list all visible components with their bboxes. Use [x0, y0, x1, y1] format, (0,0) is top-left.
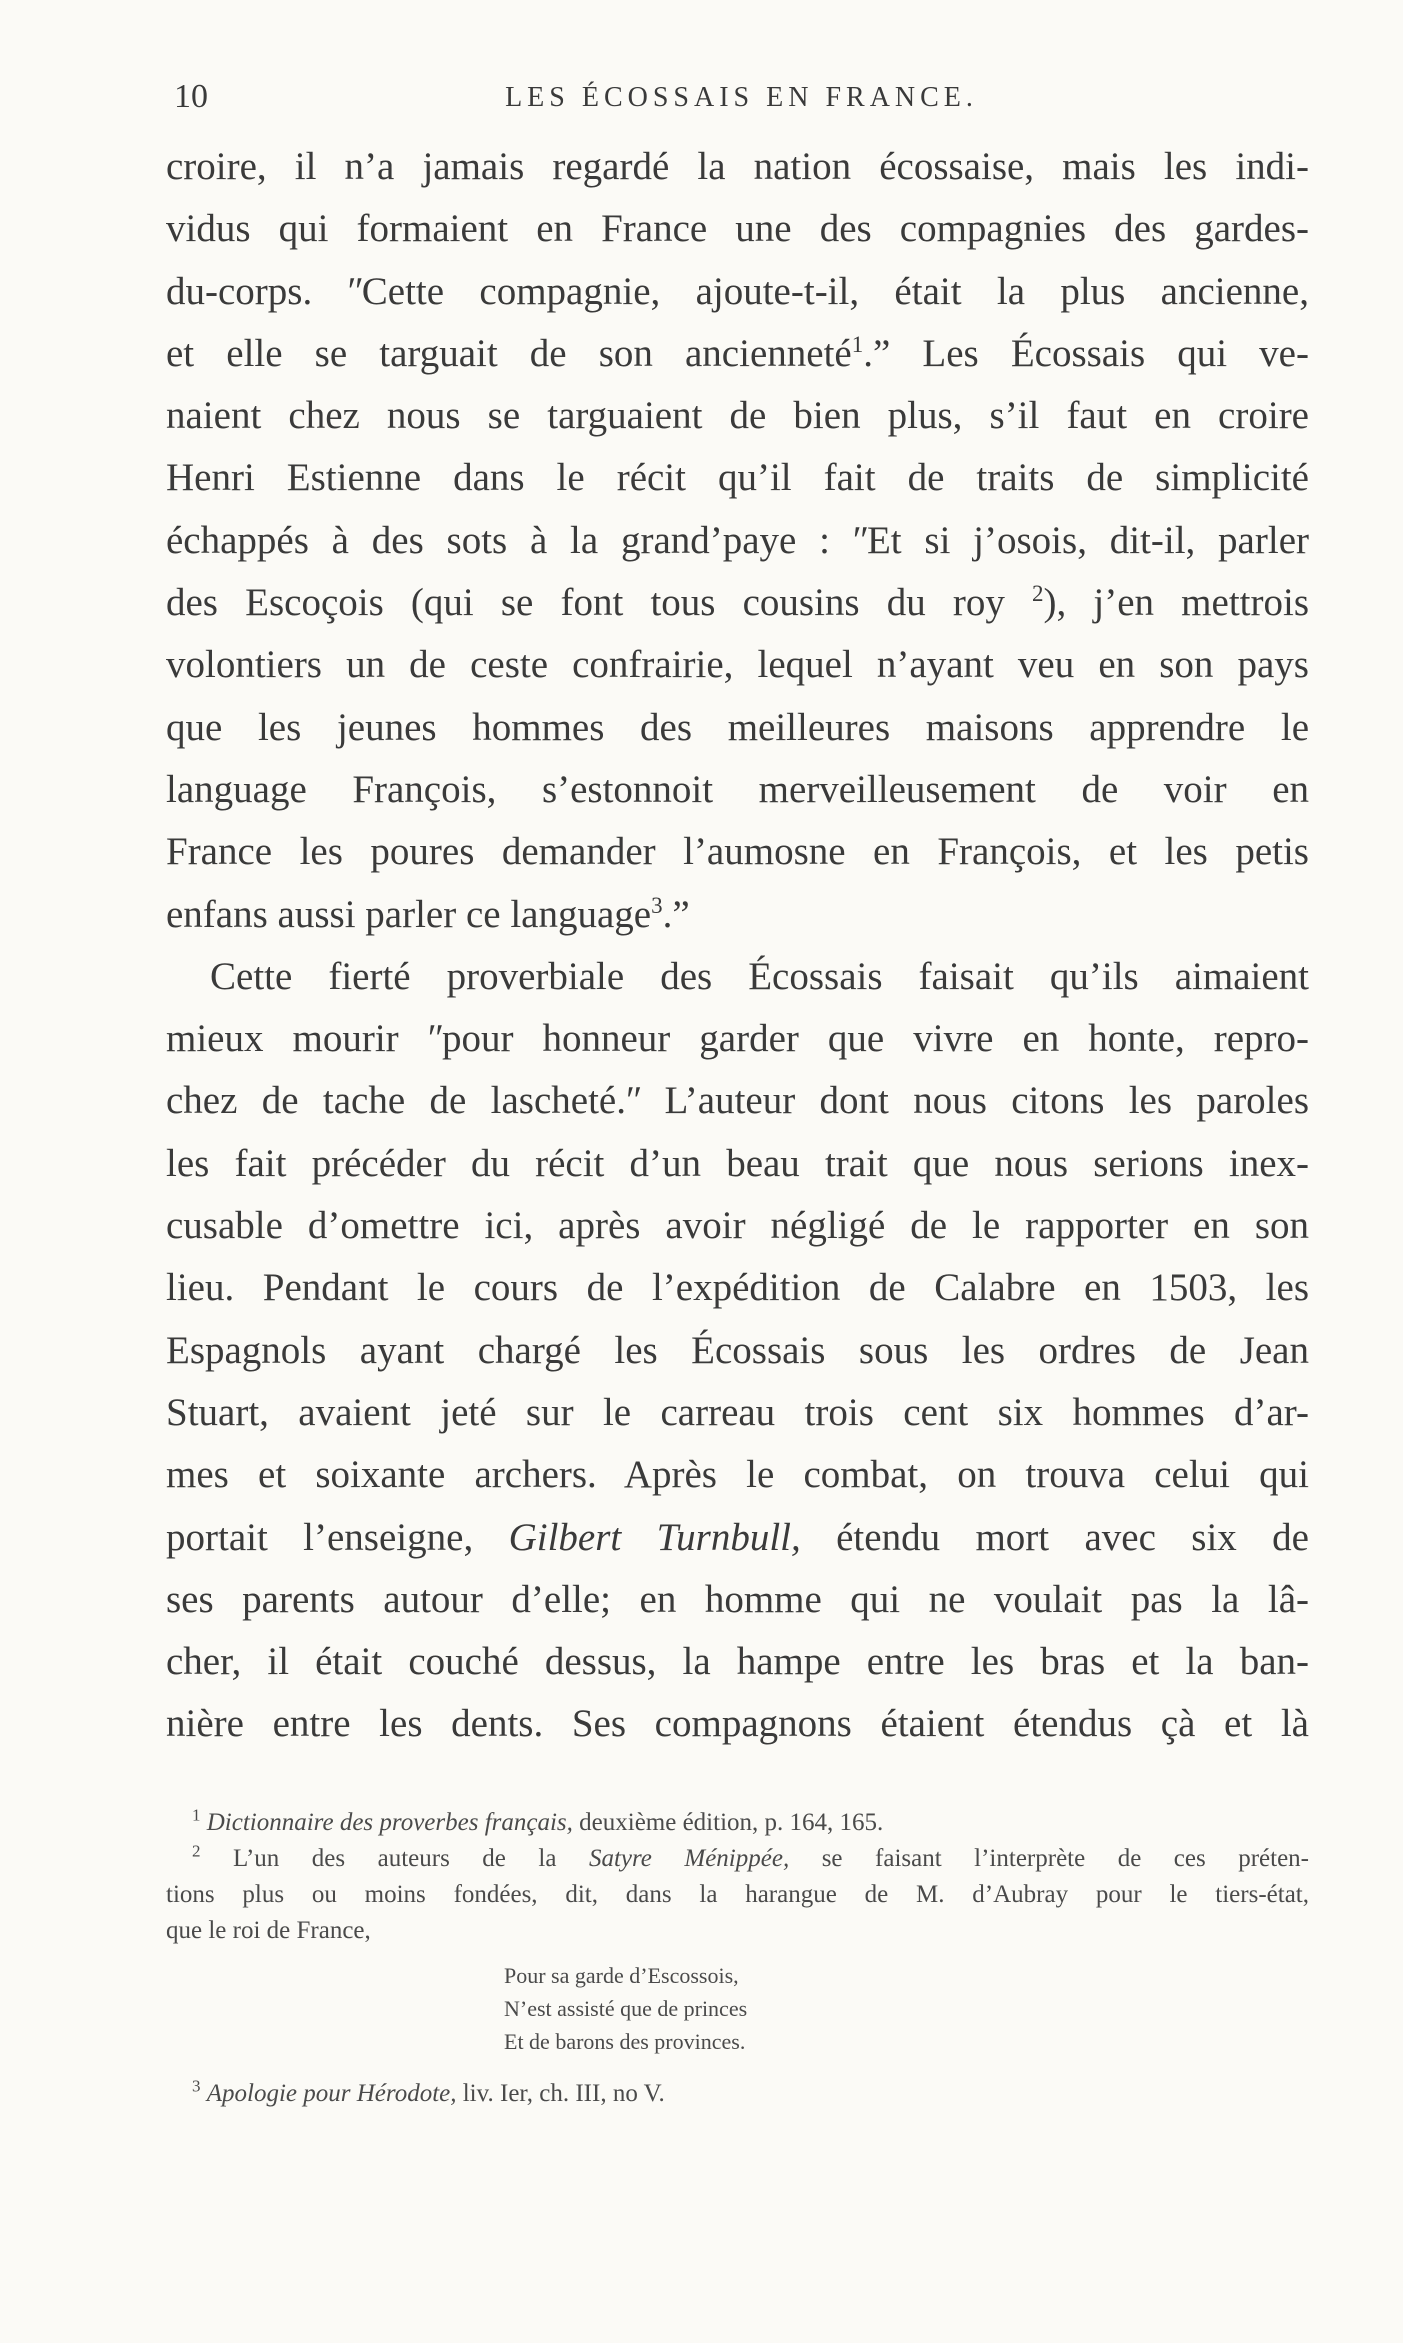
text-line: ses parents autour d’elle; en homme qui ne voulait pas la lâ- [166, 1577, 1309, 1621]
text-segment: portait l’enseigne, [166, 1515, 509, 1559]
text-line: cher, il était couché dessus, la hampe entre les bras et la ban- [166, 1640, 1309, 1684]
verse-quote [166, 1959, 1309, 2058]
text-line: que les jeunes hommes des meilleures maisons apprendre le [166, 705, 1309, 749]
text-line [166, 323, 1309, 385]
text-line [166, 572, 1309, 634]
verse-line: Pour sa garde d’Escossois, [504, 1963, 739, 1988]
footnote-mark: 2 [192, 1841, 201, 1861]
text-line: Espagnols ayant chargé les Écossais sous les ordres de Jean [166, 1328, 1309, 1372]
footnote-ref-3[interactable]: 3 [651, 892, 663, 918]
text-line: lieu. Pendant le cours de l’expédition de Calabre en 1503, les [166, 1266, 1309, 1310]
footnote-text: L’un des auteurs de la [233, 1845, 589, 1872]
text-line: vidus qui formaient en France une des compagnies des gardes- [166, 207, 1309, 251]
text-segment: des Escoçois (qui se font tous cousins du roy [166, 581, 1033, 625]
text-line: naient chez nous se targuaient de bien plus, s’il faut en croire [166, 394, 1309, 438]
footnote-3 [166, 2076, 1309, 2112]
footnote-ref-1[interactable]: 1 [851, 331, 864, 357]
text-segment: ), j’en mettrois [1043, 581, 1309, 625]
text-line: échappés à des sots à la grand’paye : ʺEt si j’osois, dit-il, parler [166, 518, 1309, 562]
text-line: Stuart, avaient jeté sur le carreau trois cent six hommes d’ar- [166, 1390, 1309, 1434]
footnote-2 [166, 1841, 1309, 1877]
text-segment: enfans aussi parler ce language [166, 892, 652, 936]
text-line: Henri Estienne dans le récit qu’il fait de traits de simplicité [166, 456, 1309, 500]
text-segment: .” Les Écossais qui ve- [863, 331, 1309, 375]
verse-line: N’est assisté que de princes [504, 1996, 748, 2021]
footnote-text: se faisant l’interprète de ces préten- [789, 1845, 1309, 1872]
text-line: language François, s’estonnoit merveilleusement de voir en [166, 767, 1309, 811]
text-line: volontiers un de ceste confrairie, lequel n’ayant veu en son pays [166, 643, 1309, 687]
footnote-2-line: tions plus ou moins fondées, dit, dans la harangue de M. d’Aubray pour le tiers-état, [166, 1881, 1309, 1908]
text-segment: étendu mort avec six de [800, 1515, 1309, 1559]
verse-line: Et de barons des provinces. [504, 2029, 746, 2054]
text-line [166, 1507, 1309, 1569]
text-line: nière entre les dents. Ses compagnons étaient étendus çà et là [166, 1702, 1309, 1746]
text-line: croire, il n’a jamais regardé la nation écossaise, mais les indi- [166, 145, 1309, 188]
text-line: les fait précéder du récit d’un beau trait que nous serions inex- [166, 1141, 1309, 1185]
text-segment: .” [662, 892, 690, 936]
footnote-title: Dictionnaire des proverbes français, [206, 1809, 573, 1836]
footnote-text: deuxième édition, p. 164, 165. [572, 1809, 884, 1836]
text-line [166, 884, 1309, 946]
text-line: France les poures demander l’aumosne en François, et les petis [166, 830, 1309, 874]
footnote-ref-2[interactable]: 2 [1032, 581, 1044, 607]
footnote-mark: 3 [192, 2076, 201, 2096]
text-line: du-corps. ʺCette compagnie, ajoute-t-il, était la plus ancienne, [166, 269, 1309, 313]
footnote-mark: 1 [192, 1805, 201, 1825]
footnote-title: Apologie pour Hérodote, [206, 2080, 457, 2107]
running-title: LES ÉCOSSAIS EN FRANCE. [505, 82, 978, 113]
text-line: chez de tache de lascheté.ʺ L’auteur dont nous citons les paroles [166, 1079, 1309, 1123]
paragraph-start: Cette fierté proverbiale des Écossais faisait qu’ils aimaient [210, 954, 1309, 998]
text-line: mieux mourir ʺpour honneur garder que vivre en honte, repro- [166, 1017, 1309, 1061]
page-header [174, 78, 1309, 130]
footnote-title: Satyre Ménippée, [588, 1845, 790, 1872]
footnote-2-line: que le roi de France, [166, 1917, 371, 1944]
text-line: mes et soixante archers. Après le combat, on trouva celui qui [166, 1453, 1309, 1497]
page-number: 10 [174, 78, 208, 115]
text-line: cusable d’omettre ici, après avoir négligé de le rapporter en son [166, 1204, 1309, 1248]
text-segment: et elle se targuait de son ancienneté [166, 331, 852, 375]
footnote-text: liv. Ier, ch. III, no V. [456, 2080, 665, 2107]
person-name: Gilbert Turnbull, [508, 1515, 801, 1559]
footnote-1 [166, 1805, 1309, 1841]
body-text [166, 136, 1309, 1756]
footnotes [166, 1805, 1309, 2112]
